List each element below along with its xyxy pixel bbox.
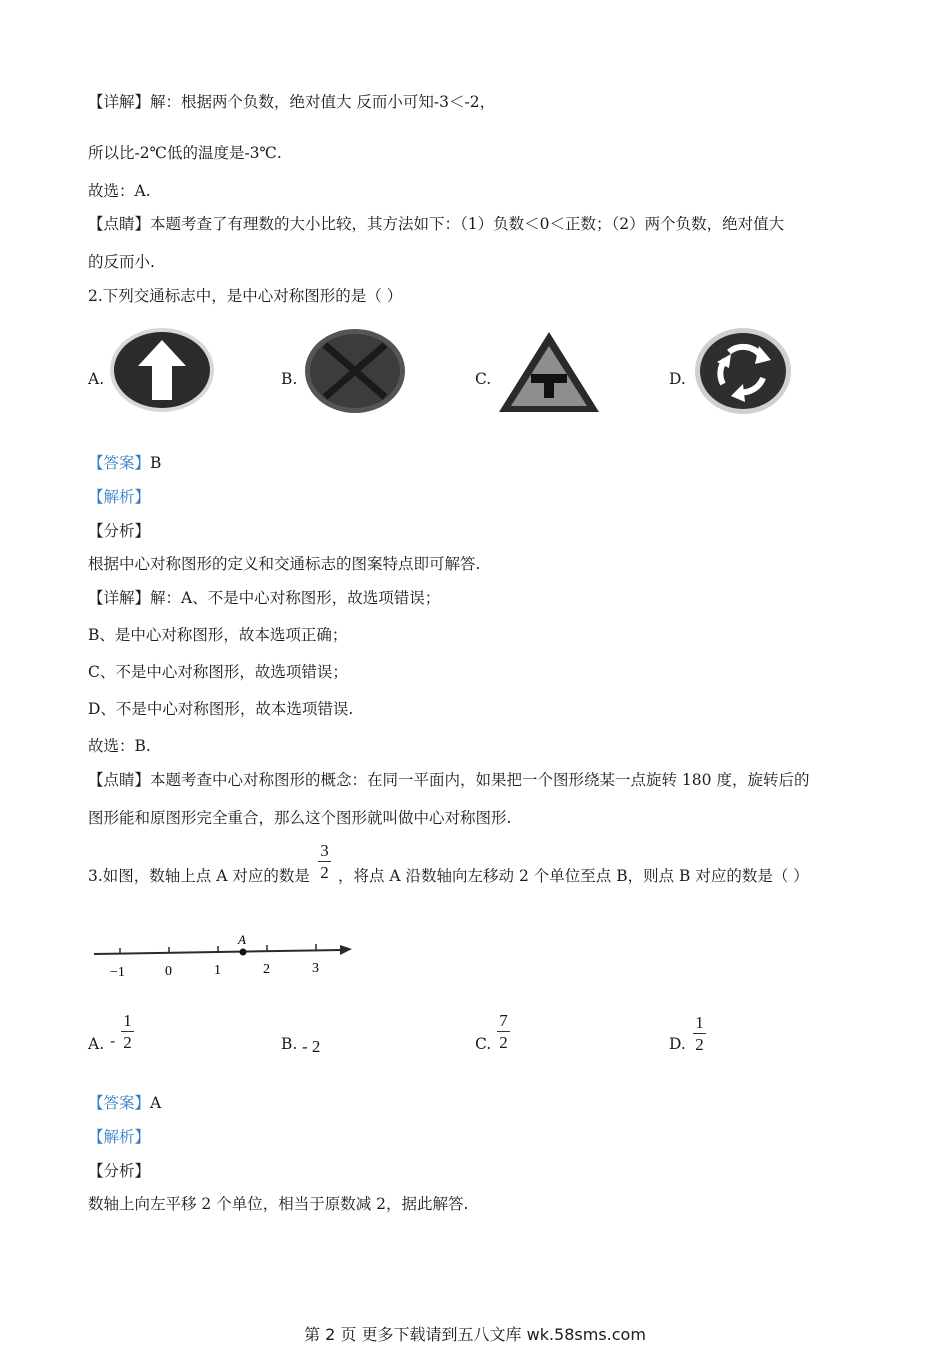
q2-comment-line1: 【点睛】本题考查中心对称图形的概念：在同一平面内，如果把一个图形绕某一点旋转 180 度，旋转后的 (88, 771, 810, 789)
q2-answer-tag: 【答案】 (88, 454, 151, 472)
q2-analysis-tag: 【解析】 (88, 488, 151, 506)
q3-fenxi-text: 数轴上向左平移 2 个单位，相当于原数减 2，据此解答. (88, 1195, 469, 1213)
q2-option-b-label: B. (281, 370, 298, 388)
q3-answer (88, 1093, 161, 1113)
tick-label-0: 0 (165, 964, 172, 979)
q2-answer (88, 453, 161, 473)
q3-stem-fraction (318, 841, 331, 882)
q2-fenxi-text: 根据中心对称图形的定义和交通标志的图案特点即可解答. (88, 555, 481, 573)
q2-option-a-label: A. (88, 370, 105, 388)
q3-stem-after: ，将点 A 沿数轴向左移动 2 个单位至点 B，则点 B 对应的数是（ ） (338, 867, 809, 885)
q3-option-a-sign: - (110, 1032, 116, 1050)
q2-detail-c: C、不是中心对称图形，故选项错误； (88, 663, 348, 681)
q2-choose: 故选：B. (88, 737, 151, 755)
frac-num: 7 (499, 1011, 508, 1030)
q3-answer-tag: 【答案】 (88, 1094, 151, 1112)
t-junction-sign-icon (495, 330, 603, 416)
page-footer: 第 2 页 更多下载请到五八文库 wk.58sms.com (304, 1325, 646, 1344)
roundabout-sign-icon (693, 326, 793, 416)
q3-fenxi: 【分析】 (88, 1162, 151, 1180)
number-line-arrow (340, 945, 352, 955)
q3-option-c-fraction (497, 1011, 510, 1052)
tick-label-neg1: −1 (110, 965, 125, 980)
q3-option-b-value: - 2 (302, 1037, 321, 1056)
q1-comment-line2: 的反而小. (88, 253, 155, 271)
fraction-bar (693, 1033, 706, 1034)
number-line (90, 930, 360, 986)
q3-option-d-label: D. (669, 1035, 686, 1053)
frac-den: 2 (123, 1033, 132, 1052)
q3-analysis-tag: 【解析】 (88, 1128, 151, 1146)
arrow-up-sign-icon (108, 326, 218, 414)
frac-num: 1 (123, 1011, 132, 1030)
tick-label-2: 2 (263, 962, 270, 977)
point-a-label: A (238, 932, 246, 947)
q3-stem-frac-den: 2 (320, 863, 329, 882)
q3-stem-before: 3.如图，数轴上点 A 对应的数是 (88, 867, 310, 885)
q2-fenxi: 【分析】 (88, 522, 151, 540)
point-a-dot (240, 949, 247, 956)
q3-option-a-label: A. (88, 1035, 105, 1053)
tick-label-3: 3 (312, 961, 319, 976)
q3-option-d-fraction (693, 1013, 706, 1054)
q3-option-c-label: C. (475, 1035, 492, 1053)
q1-detail-line2: 所以比-2℃低的温度是-3℃. (88, 144, 282, 162)
frac-den: 2 (695, 1035, 704, 1054)
fraction-bar (121, 1031, 134, 1032)
q3-option-a-fraction (121, 1011, 134, 1052)
q1-detail-line1: 【详解】解：根据两个负数，绝对值大 反而小可知-3＜-2， (88, 93, 496, 111)
q3-stem-frac-num: 3 (320, 841, 329, 860)
q3-answer-value: A (150, 1094, 162, 1112)
q2-detail-d: D、不是中心对称图形，故本选项错误. (88, 700, 354, 718)
q2-stem: 2.下列交通标志中，是中心对称图形的是（ ） (88, 287, 403, 305)
frac-den: 2 (499, 1033, 508, 1052)
q3-option-b-label: B. (281, 1035, 298, 1053)
q2-comment-line2: 图形能和原图形完全重合，那么这个图形就叫做中心对称图形. (88, 809, 512, 827)
fraction-bar (318, 861, 331, 862)
frac-num: 1 (695, 1013, 704, 1032)
x-cross-sign-icon (303, 327, 407, 415)
q2-option-c-label: C. (475, 370, 492, 388)
fraction-bar (497, 1031, 510, 1032)
q2-option-d-label: D. (669, 370, 686, 388)
q1-choose: 故选：A. (88, 182, 151, 200)
q2-answer-value: B (150, 454, 162, 472)
tick-label-1: 1 (214, 963, 221, 978)
q2-detail-b: B、是中心对称图形，故本选项正确； (88, 626, 348, 644)
q1-comment-line1: 【点睛】本题考查了有理数的大小比较，其方法如下：（1）负数＜0＜正数；（2）两个负数，绝对值大 (88, 215, 785, 233)
q2-detail-a: 【详解】解：A、不是中心对称图形，故选项错误； (88, 589, 441, 607)
